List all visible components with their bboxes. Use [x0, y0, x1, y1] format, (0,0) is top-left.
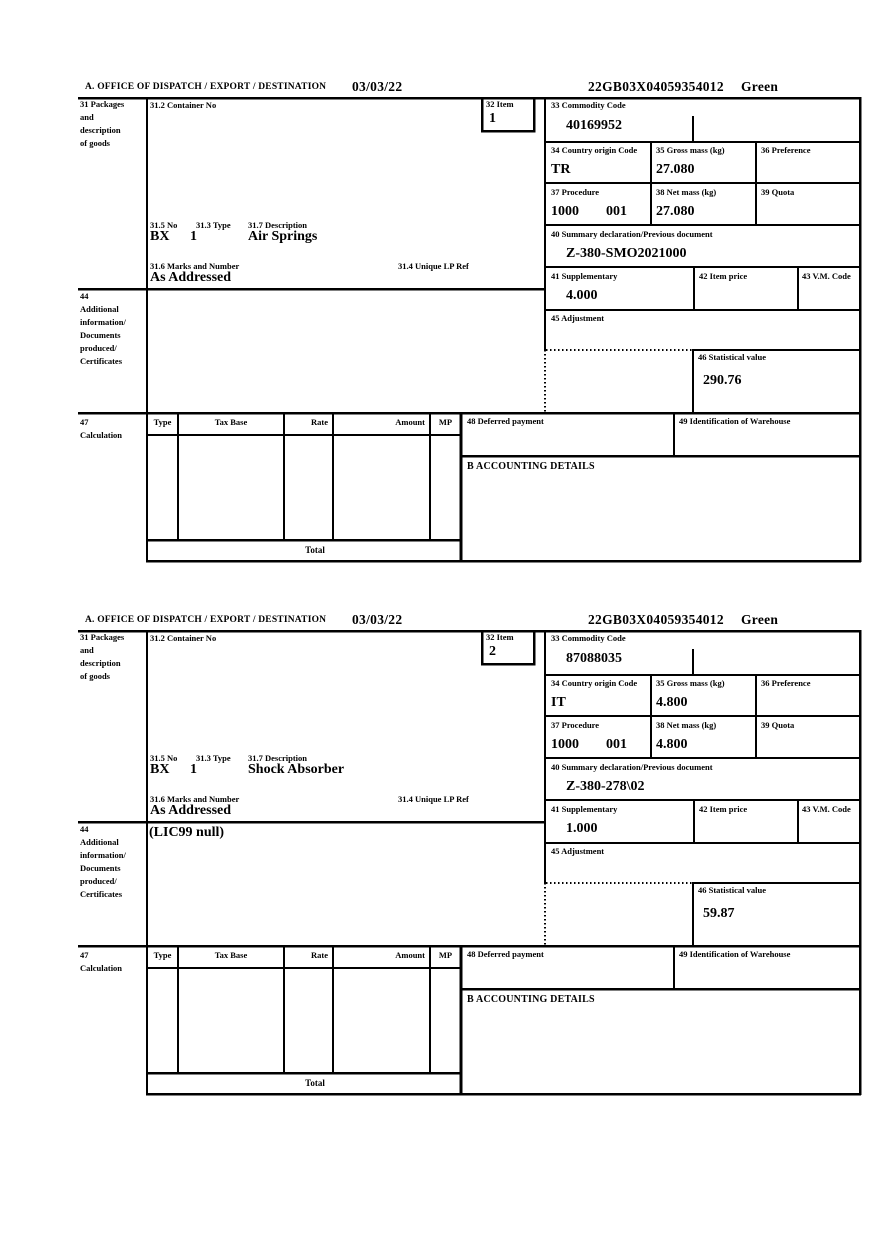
tax-mp-header: MP: [438, 417, 453, 427]
summary-declaration-label: 40 Summary declaration/Previous document: [551, 229, 713, 239]
package-no-value: BX: [150, 762, 170, 777]
summary-declaration-value: Z-380-SMO2021000: [566, 246, 687, 261]
quota-label: 39 Quota: [761, 720, 795, 730]
adjustment-label: 45 Adjustment: [551, 313, 605, 323]
package-type-value: 1: [190, 229, 197, 244]
commodity-code-value: 87088035: [566, 651, 622, 666]
box31-label-line: and: [80, 645, 94, 655]
box44-label-line: Additional: [80, 837, 119, 847]
tax-mp-header: MP: [438, 950, 453, 960]
summary-declaration-value: Z-380-278\02: [566, 779, 645, 794]
declaration-reference: 22GB03X04059354012: [588, 79, 724, 94]
package-no-value: BX: [150, 229, 170, 244]
commodity-code-label: 33 Commodity Code: [551, 100, 626, 110]
container-no-label: 31.2 Container No: [150, 100, 217, 110]
gross-mass-label: 35 Gross mass (kg): [656, 678, 725, 688]
item-price-label: 42 Item price: [699, 271, 748, 281]
procedure-label: 37 Procedure: [551, 187, 600, 197]
preference-label: 36 Preference: [761, 678, 811, 688]
box31-label-line: description: [80, 125, 121, 135]
tax-type-header: Type: [153, 417, 172, 427]
tax-base-header: Tax Base: [214, 417, 248, 427]
marks-number-value: As Addressed: [150, 803, 232, 818]
commodity-code-value: 40169952: [566, 118, 622, 133]
marks-number-label: 31.6 Marks and Number: [150, 794, 240, 804]
supplementary-value: 1.000: [566, 821, 598, 836]
dispatch-date: 03/03/22: [352, 612, 403, 627]
item-number-value: 2: [489, 644, 496, 659]
supplementary-label: 41 Supplementary: [551, 271, 618, 281]
package-no-label: 31.5 No: [150, 220, 178, 230]
form-grid: [0, 80, 882, 580]
box31-label-line: and: [80, 112, 94, 122]
container-no-label: 31.2 Container No: [150, 633, 217, 643]
box44-label-line: Additional: [80, 304, 119, 314]
tax-rate-header: Rate: [311, 417, 328, 427]
accounting-details-label: B ACCOUNTING DETAILS: [467, 994, 595, 1005]
additional-information-value: (LIC99 null): [149, 825, 225, 840]
statistical-value-label: 46 Statistical value: [698, 352, 766, 362]
unique-lp-ref-label: 31.4 Unique LP Ref: [398, 794, 469, 804]
form-section-item-2: [0, 613, 882, 1113]
tax-amount-header: Amount: [395, 417, 425, 427]
item-box-label: 32 Item: [486, 632, 514, 642]
box44-label-line: Certificates: [80, 356, 123, 366]
description-label: 31.7 Description: [248, 220, 308, 230]
preference-label: 36 Preference: [761, 145, 811, 155]
procedure-extra-value: 001: [606, 737, 627, 752]
package-type-value: 1: [190, 762, 197, 777]
box44-label-line: Certificates: [80, 889, 123, 899]
procedure-value: 1000: [551, 204, 579, 219]
item-box-label: 32 Item: [486, 99, 514, 109]
net-mass-value: 27.080: [656, 204, 695, 219]
office-of-dispatch-label: A. OFFICE OF DISPATCH / EXPORT / DESTINATION: [85, 82, 327, 92]
box44-label-line: information/: [80, 850, 126, 860]
summary-declaration-label: 40 Summary declaration/Previous document: [551, 762, 713, 772]
warehouse-id-label: 49 Identification of Warehouse: [679, 949, 791, 959]
gross-mass-value: 27.080: [656, 162, 695, 177]
box44-label-line: Documents: [80, 330, 121, 340]
box44-label-line: 44: [80, 824, 89, 834]
country-origin-label: 34 Country origin Code: [551, 145, 638, 155]
net-mass-value: 4.800: [656, 737, 688, 752]
procedure-value: 1000: [551, 737, 579, 752]
box47-label-line: Calculation: [80, 963, 123, 973]
statistical-value: 59.87: [703, 906, 735, 921]
unique-lp-ref-label: 31.4 Unique LP Ref: [398, 261, 469, 271]
box31-label-line: 31 Packages: [80, 632, 125, 642]
office-of-dispatch-label: A. OFFICE OF DISPATCH / EXPORT / DESTINATION: [85, 615, 327, 625]
box44-label-line: produced/: [80, 876, 117, 886]
accounting-details-label: B ACCOUNTING DETAILS: [467, 461, 595, 472]
vm-code-label: 43 V.M. Code: [802, 804, 851, 814]
form-grid: [0, 613, 882, 1113]
supplementary-label: 41 Supplementary: [551, 804, 618, 814]
country-origin-label: 34 Country origin Code: [551, 678, 638, 688]
supplementary-value: 4.000: [566, 288, 598, 303]
statistical-value: 290.76: [703, 373, 742, 388]
box47-label-line: 47: [80, 417, 89, 427]
routing-status: Green: [741, 612, 779, 627]
item-price-label: 42 Item price: [699, 804, 748, 814]
package-type-label: 31.3 Type: [196, 753, 231, 763]
box31-label-line: of goods: [80, 671, 110, 681]
marks-number-label: 31.6 Marks and Number: [150, 261, 240, 271]
net-mass-label: 38 Net mass (kg): [656, 720, 717, 730]
commodity-code-label: 33 Commodity Code: [551, 633, 626, 643]
tax-amount-header: Amount: [395, 950, 425, 960]
box44-label-line: information/: [80, 317, 126, 327]
procedure-label: 37 Procedure: [551, 720, 600, 730]
box31-label-line: 31 Packages: [80, 99, 125, 109]
deferred-payment-label: 48 Deferred payment: [467, 416, 544, 426]
adjustment-label: 45 Adjustment: [551, 846, 605, 856]
deferred-payment-label: 48 Deferred payment: [467, 949, 544, 959]
vm-code-label: 43 V.M. Code: [802, 271, 851, 281]
total-label: Total: [305, 1078, 325, 1088]
box31-label-line: of goods: [80, 138, 110, 148]
declaration-reference: 22GB03X04059354012: [588, 612, 724, 627]
warehouse-id-label: 49 Identification of Warehouse: [679, 416, 791, 426]
item-number-value: 1: [489, 111, 496, 126]
box47-label-line: 47: [80, 950, 89, 960]
gross-mass-value: 4.800: [656, 695, 688, 710]
tax-rate-header: Rate: [311, 950, 328, 960]
package-no-label: 31.5 No: [150, 753, 178, 763]
tax-type-header: Type: [153, 950, 172, 960]
routing-status: Green: [741, 79, 779, 94]
dispatch-date: 03/03/22: [352, 79, 403, 94]
net-mass-label: 38 Net mass (kg): [656, 187, 717, 197]
box47-label-line: Calculation: [80, 430, 123, 440]
country-origin-value: IT: [551, 695, 566, 710]
description-label: 31.7 Description: [248, 753, 308, 763]
box44-label-line: Documents: [80, 863, 121, 873]
goods-description-value: Air Springs: [248, 229, 318, 244]
quota-label: 39 Quota: [761, 187, 795, 197]
form-section-item-1: [0, 80, 882, 580]
marks-number-value: As Addressed: [150, 270, 232, 285]
box44-label-line: produced/: [80, 343, 117, 353]
goods-description-value: Shock Absorber: [248, 762, 345, 777]
package-type-label: 31.3 Type: [196, 220, 231, 230]
statistical-value-label: 46 Statistical value: [698, 885, 766, 895]
box31-label-line: description: [80, 658, 121, 668]
tax-base-header: Tax Base: [214, 950, 248, 960]
box44-label-line: 44: [80, 291, 89, 301]
gross-mass-label: 35 Gross mass (kg): [656, 145, 725, 155]
procedure-extra-value: 001: [606, 204, 627, 219]
country-origin-value: TR: [551, 162, 571, 177]
total-label: Total: [305, 545, 325, 555]
